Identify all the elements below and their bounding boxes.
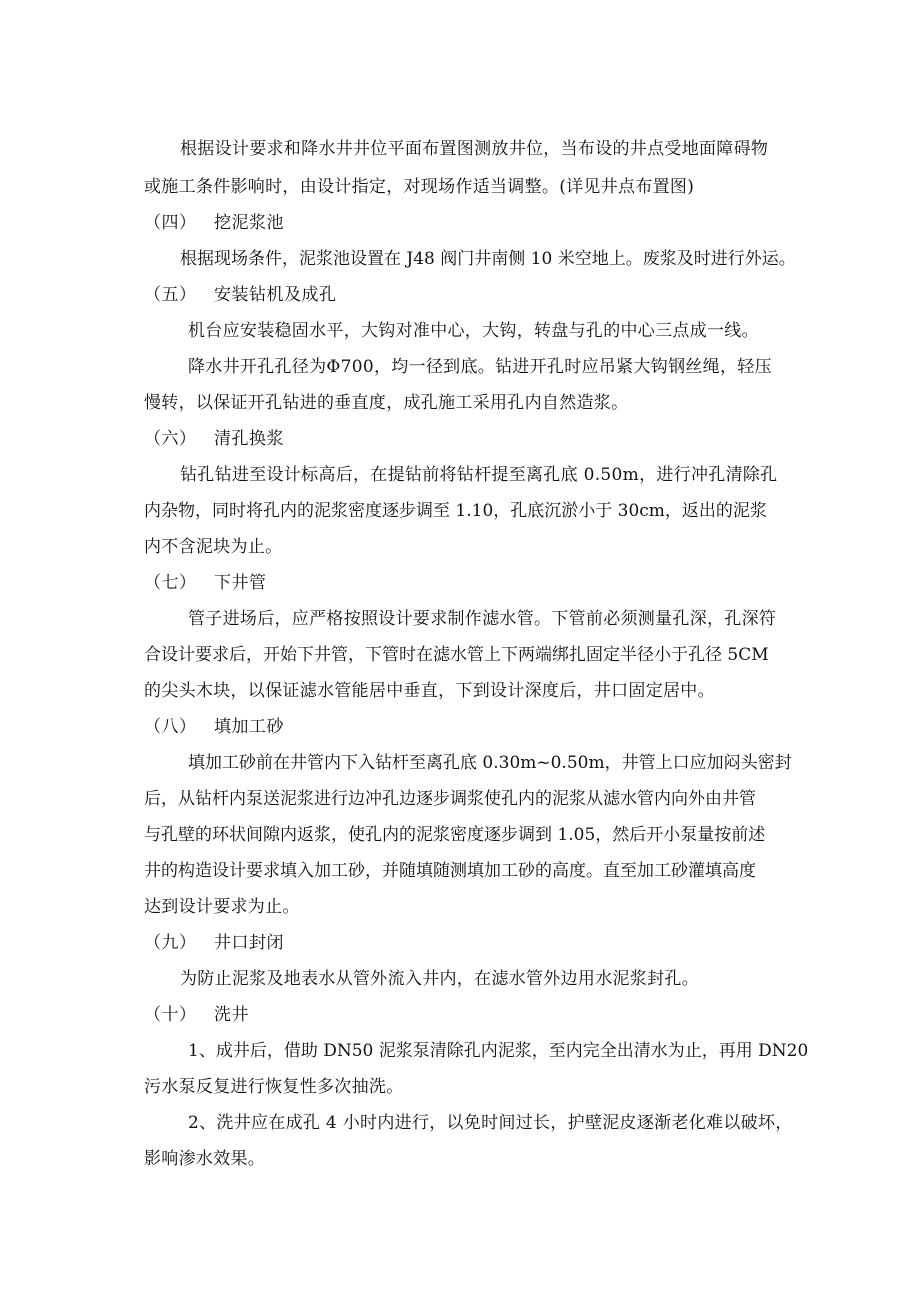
- paragraph-well-pipe-line-1: 管子进场后，应严格按照设计要求制作滤水管。下管前必须测量孔深，孔深符: [188, 609, 777, 629]
- paragraph-hole-cleaning-line-3: 内不含泥块为止。: [144, 537, 283, 557]
- heading-5-number: （五）: [144, 285, 197, 305]
- heading-7-title: 下井管: [214, 573, 267, 593]
- paragraph-well-washing-line-1: 1、成井后，借助 DN50 泥浆泵清除孔内泥浆，至内完全出清水为止，再用 DN20: [188, 1041, 809, 1061]
- heading-9-title: 井口封闭: [214, 933, 284, 953]
- heading-8: [144, 716, 812, 738]
- paragraph-sand-fill-line-4: 井的构造设计要求填入加工砂，并随填随测填加工砂的高度。直至加工砂灌填高度: [144, 861, 756, 881]
- heading-5: [144, 284, 812, 306]
- heading-6: [144, 428, 812, 450]
- heading-10-number: （十）: [144, 1005, 197, 1025]
- heading-4: [144, 212, 812, 234]
- paragraph-drill-hole-line-2: 慢转，以保证开孔钻进的垂直度，成孔施工采用孔内自然造浆。: [144, 393, 629, 413]
- paragraph-sand-fill-line-1: 填加工砂前在井管内下入钻杆至离孔底 0.30m~0.50m，井管上口应加闷头密封: [188, 753, 792, 773]
- heading-8-title: 填加工砂: [214, 717, 284, 737]
- paragraph-sand-fill-line-3: 与孔壁的环状间隙内返浆，使孔内的泥浆密度逐步调到 1.05，然后开小泵量按前述: [144, 825, 766, 845]
- paragraph-mud-pit-line-1: 根据现场条件，泥浆池设置在 J48 阀门井南侧 10 米空地上。废浆及时进行外运。: [180, 249, 796, 269]
- paragraph-drill-hole-line-1: 降水井开孔孔径为Φ700，均一径到底。钻进开孔时应吊紧大钩钢丝绳，轻压: [188, 357, 772, 377]
- paragraph-hole-cleaning-line-1: 钻孔钻进至设计标高后，在提钻前将钻杆提至离孔底 0.50m，进行冲孔清除孔: [180, 465, 778, 485]
- paragraph-hole-cleaning-line-2: 内杂物，同时将孔内的泥浆密度逐步调至 1.10，孔底沉淤小于 30cm，返出的泥浆: [144, 501, 767, 521]
- heading-6-title: 清孔换浆: [214, 429, 284, 449]
- paragraph-well-washing-line-2: 污水泵反复进行恢复性多次抽洗。: [144, 1077, 404, 1097]
- heading-10: [144, 1004, 812, 1026]
- heading-7: [144, 572, 812, 594]
- heading-5-title: 安装钻机及成孔: [214, 285, 337, 305]
- paragraph-well-layout-line-1: 根据设计要求和降水井井位平面布置图测放井位，当布设的井点受地面障碍物: [180, 139, 769, 159]
- heading-10-title: 洗井: [214, 1005, 249, 1025]
- paragraph-wellhead-seal-line-1: 为防止泥浆及地表水从管外流入井内，在滤水管外边用水泥浆封孔。: [180, 969, 699, 989]
- paragraph-drill-setup-line-1: 机台应安装稳固水平，大钩对准中心，大钩，转盘与孔的中心三点成一线。: [188, 321, 759, 341]
- paragraph-sand-fill-line-5: 达到设计要求为止。: [144, 897, 300, 917]
- paragraph-well-pipe-line-2: 合设计要求后，开始下井管，下管时在滤水管上下两端绑扎固定半径小于孔径 5CM: [144, 645, 769, 665]
- heading-4-title: 挖泥浆池: [214, 213, 284, 233]
- paragraph-sand-fill-line-2: 后，从钻杆内泵送泥浆进行边冲孔边逐步调浆使孔内的泥浆从滤水管内向外由井管: [144, 789, 756, 809]
- paragraph-well-washing-line-3: 2、洗井应在成孔 4 小时内进行，以免时间过长，护壁泥皮逐渐老化难以破坏，: [188, 1113, 793, 1133]
- heading-6-number: （六）: [144, 429, 197, 449]
- heading-7-number: （七）: [144, 573, 197, 593]
- heading-9: [144, 932, 812, 954]
- paragraph-well-washing-line-4: 影响渗水效果。: [144, 1149, 266, 1169]
- heading-9-number: （九）: [144, 933, 197, 953]
- heading-4-number: （四）: [144, 213, 197, 233]
- heading-8-number: （八）: [144, 717, 197, 737]
- paragraph-well-pipe-line-3: 的尖头木块，以保证滤水管能居中垂直，下到设计深度后，井口固定居中。: [144, 681, 715, 701]
- paragraph-well-layout-line-2: 或施工条件影响时，由设计指定，对现场作适当调整。(详见井点布置图): [144, 177, 695, 197]
